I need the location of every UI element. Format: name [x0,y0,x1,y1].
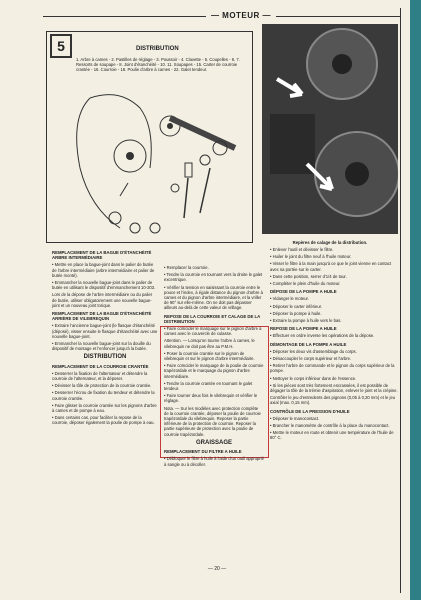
paragraph: • Tendre la courroie crantée en tournant le galet tendeur. [164,380,253,392]
paragraph: • Nettoyer le corps inférieur dans de l'essence. [270,375,357,381]
distribution-exploded-drawing [60,78,250,242]
heading-bague-vilebrequin: REMPLACEMENT DE LA BAGUE D'ÉTANCHÉITÉ ARRIÈRE DE VILEBREQUIN [52,311,152,322]
heading-bague-arbre-intermediaire: REMPLACEMENT DE LA BAGUE D'ÉTANCHÉITÉ ARBRE INTERMÉDIAIRE [52,250,152,261]
paragraph: • Dans cette position, serrer d'1/4 de tour. [270,273,347,279]
paragraph: • Remplacer la courroie. [164,265,209,270]
heading-repose-pompe: REPOSE DE LA POMPE A HUILE [270,326,337,332]
paragraph: • Dévisser la tôle de protection de la courroie crantée. [52,383,152,389]
paragraph: • Débloquer le filtre à huile à l'aide d'un outil approprié à sangle ou à décoller. [164,456,264,467]
paragraph: • Déposer la pompe à huile. [270,310,322,316]
paragraph: • Emmancher la nouvelle bague-joint dans le palier de butée en utilisant le dispositif d'emmanchement 10-203. [52,280,156,291]
paragraph: Nota. — Sur les modèles avec protection complète de la courroie crantée, déposer la poulie de courroie trapézoïdale du vilebrequin. Reposer la partie inférieure de la protection de courroie. Reposer la partie supérieure de protection avec la poulie de courroie trapézoïdale. [164,405,261,437]
heading-depose-pompe: DÉPOSE DE LA POMPE A HUILE [270,289,337,295]
paragraph: Lors de la dépose de l'arbre intermédiaire ou du palier de butée, utiliser obligatoirement une nouvelle bague-joint et un nouveau joint torique. [52,292,153,308]
paragraph: • Faire coïncider le marquage sur le pignon d'arbre à cames avec le couvercle de culasse. [164,326,262,337]
column-middle [164,265,264,469]
paragraph: • Extraire la pompe à huile vers le bas. [270,318,342,324]
paragraph: • Faire glisser la courroie crantée sur les pignons d'arbre à cames et de pompe à eau. [52,402,157,414]
paragraph: • Retirer l'arbre de commande et le pignon du corps supérieur de la pompe. [270,363,395,374]
paragraph: • Tendre la courroie en tournant vers la droite le galet excentrique. [164,272,263,283]
paragraph: • Visser le filtre à la main jusqu'à ce que le joint vienne en contact avec sa portée sur le carter. [270,261,392,272]
paragraph: • Faire tourner deux fois le vilebrequin et vérifier le réglage. [164,393,258,404]
section-number-badge: 5 [50,34,72,58]
heading-repose-courroie: REPOSE DE LA COURROIE ET CALAGE DE LA DISTRIBUTION [164,313,261,324]
heading-remplacement-courroie: REMPLACEMENT DE LA COURROIE CRANTÉE [52,363,149,369]
paragraph: • Poser la courroie crantée sur le pignon de vilebrequin et sur le pignon d'arbre intermédiaire. [164,350,255,362]
timing-marks-photo [262,24,398,234]
heading-demontage-pompe: DÉMONTAGE DE LA POMPE A HUILE [270,341,347,347]
page-number: — 20 — [207,566,227,572]
paragraph: Contrôler le jeu d'entredents des pignons (0,05 à 0,20 mm) et le jeu axial (max. 0,15 mm). [270,395,396,406]
heading-graissage: GRAISSAGE [195,439,232,446]
paragraph: • Enlever l'outil et dévisser le filtre. [270,247,334,252]
column-left [52,247,158,428]
paragraph: • Déposer le carter inférieur. [270,303,322,309]
paragraph: • Mettre en place la bague-joint dans le palier de butée de l'arbre intermédiaire (arbre intermédiaire et palier de butée monté). [52,262,155,278]
paragraph: • Vidanger le moteur. [270,296,309,302]
header-title: — MOTEUR — [206,11,276,20]
paragraph: • Vérifier la tension en saisissant la courroie entre le pouce et l'index, à égale distance du pignon d'arbre à cames et du pignon d'arbre intermédiaire, et la vriller de 90° sur elle-même. On ne doit pas dépasser ailleurs au-delà de cette valeur de vrillage. [164,284,263,311]
heading-filtre-huile: REMPLACEMENT DU FILTRE A HUILE [164,449,242,455]
photo-caption: Repères de calage de la distribution. [292,240,368,245]
heading-distribution: DISTRIBUTION [83,354,127,361]
paragraph: Attention. — Lorsqu'on tourne l'arbre à cames, le vilebrequin ne doit pas être au P.M.H. [164,338,255,349]
page-binding-edge [410,0,421,600]
margin-rule [400,8,401,593]
paragraph: • Huiler le joint du filtre neuf à l'huile moteur. [270,254,352,260]
paragraph: • Faire coïncider le marquage de la poulie de courroie trapézoïdale et le marquage du pignon d'arbre intermédiaire. [164,363,264,379]
paragraph: • Compléter le plein d'huile du moteur. [270,281,341,287]
paragraph: • Mettre le moteur en route et obtenir une température de l'huile de 80° C. [270,430,394,441]
paragraph: • Emmancher la nouvelle bague-joint sur la douille du dispositif de montage et l'enfoncer jusqu'à la butée. [52,341,151,352]
heading-controle-pression: CONTRÔLE DE LA PRESSION D'HUILE [270,408,350,414]
paragraph: • Déposer le manocontact. [270,415,320,421]
paragraph: • Si les pièces sont très fortement encrassées, il est possible de dégager la tôle de la trémie d'aspiration, enlever le joint et la crépine. [270,382,398,394]
paragraph: • Desserrer l'écrou de fixation du tendeur et détendre la courroie crantée. [52,390,155,401]
column-right [270,247,398,443]
paragraph: • Effectuer en ordre inverse les opérations de la dépose. [270,333,375,339]
distribution-parts-legend: 1. Arbre à cames - 2. Pastilles de réglage - 3. Poussoir - 4. Clavette - 5. Coupelles - 6. 7. Ressorts de soupape - 8. Joint d'étanchéité - 10. 11. Soupapes - 15. Carter de courroie crantée - 16. Courroie - 18. Poulie d'arbre à cames - 22. Galet tendeur. [76,57,240,72]
distribution-title: DISTRIBUTION [136,46,179,52]
paragraph: • Brancher le manomètre de contrôle à la place du manocontact. [270,423,390,429]
paragraph: • Désaccoupler le corps supérieur et l'arbre. [270,356,352,362]
paragraph: • Desserrer la fixation de l'alternateur et détendre la courroie de l'alternateur, et la déposer. [52,370,148,382]
paragraph: • Dans certains cas, pour faciliter la repose de la courroie, déposer également la poulie de pompe à eau. [52,415,155,426]
paragraph: • Déposer les deux vis d'assemblage du corps. [270,348,357,354]
paragraph: • Extraire l'ancienne bague-joint (le flasque d'étanchéité (déposé), visser ensuite le flasque d'étanchéité avec une nouvelle bague-joint. [52,323,158,339]
